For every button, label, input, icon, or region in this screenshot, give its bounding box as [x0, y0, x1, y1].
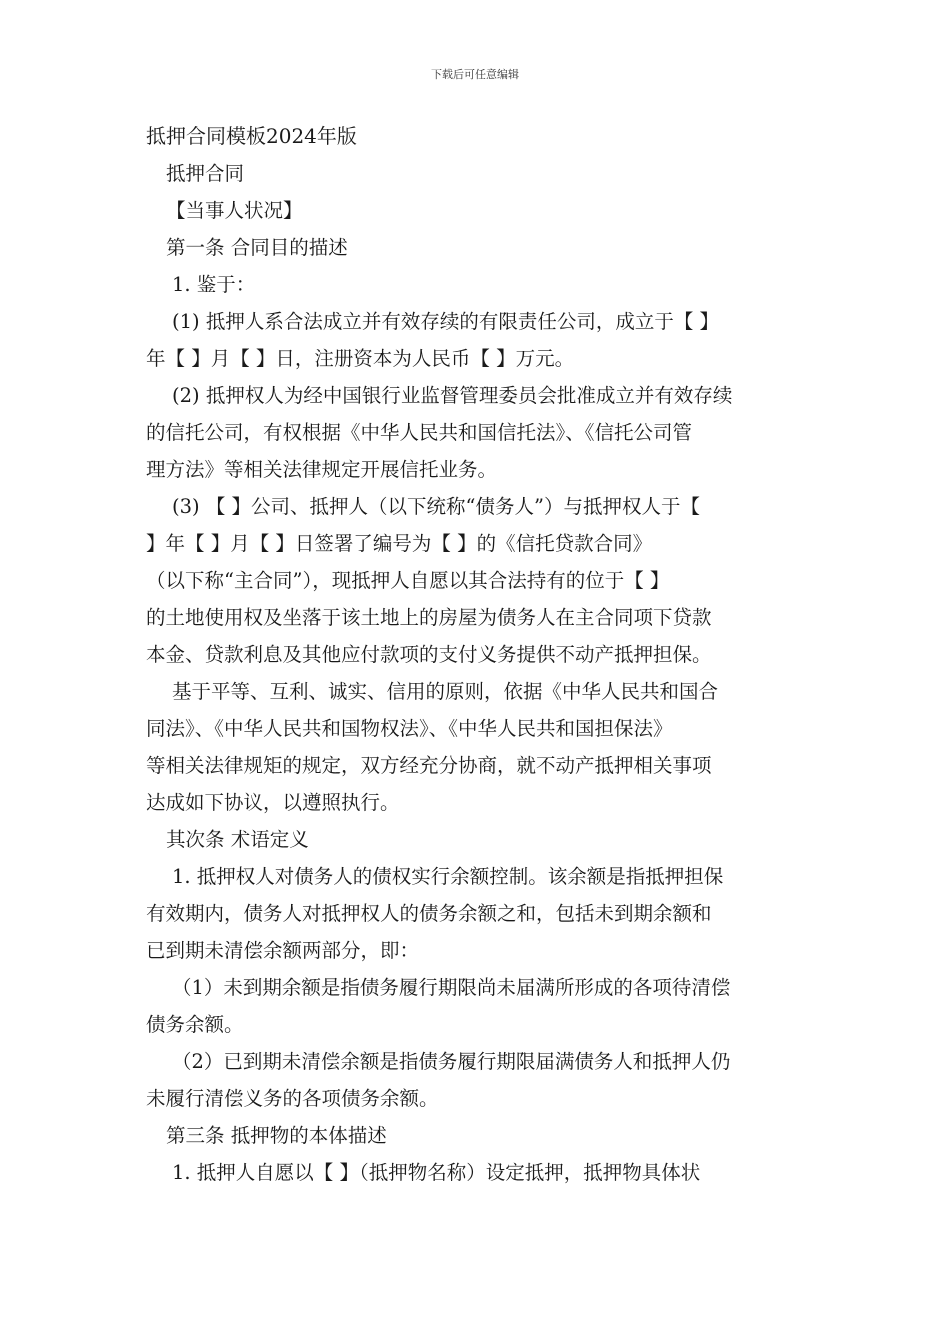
document-line: 的土地使用权及坐落于该土地上的房屋为债务人在主合同项下贷款 [146, 606, 712, 629]
document-line: 基于平等、互利、诚实、信用的原则，依据《中华人民共和国合 [172, 680, 719, 703]
document-line: 债务余额。 [146, 1013, 244, 1036]
document-line: 达成如下协议，以遵照执行。 [146, 791, 400, 814]
page-header-note: 下载后可任意编辑 [431, 68, 519, 81]
document-title: 抵押合同模板2024年版 [146, 124, 357, 148]
document-line: 年【 】月【 】日，注册资本为人民币【 】万元。 [146, 347, 575, 370]
document-line: 1. 抵押权人对债务人的债权实行余额控制。该余额是指抵押担保 [172, 865, 724, 888]
document-line: 1. 抵押人自愿以【 】（抵押物名称）设定抵押，抵押物具体状 [172, 1161, 701, 1184]
document-line: （1）未到期余额是指债务履行期限尚未届满所形成的各项待清偿 [172, 976, 731, 999]
document-line: (3) 【 】公司、抵押人（以下统称“债务人”）与抵押权人于【 [172, 495, 700, 518]
document-line: 1. 鉴于： [172, 273, 256, 296]
document-line: 的信托公司，有权根据《中华人民共和国信托法》、《信托公司管 [146, 421, 693, 444]
document-line: 有效期内，债务人对抵押权人的债务余额之和，包括未到期余额和 [146, 902, 712, 925]
document-line: 本金、贷款利息及其他应付款项的支付义务提供不动产抵押担保。 [146, 643, 712, 666]
document-line: （2）已到期未清偿余额是指债务履行期限届满债务人和抵押人仍 [172, 1050, 731, 1073]
document-line: (2) 抵押权人为经中国银行业监督管理委员会批准成立并有效存续 [172, 384, 733, 407]
document-line: (1) 抵押人系合法成立并有效存续的有限责任公司，成立于【 】 [172, 310, 720, 333]
document-line: 第三条 抵押物的本体描述 [166, 1124, 387, 1147]
document-line: （以下称“主合同”），现抵押人自愿以其合法持有的位于【 】 [146, 569, 670, 592]
document-body [146, 118, 806, 1191]
document-line: 已到期未清偿余额两部分，即： [146, 939, 420, 962]
document-line: 第一条 合同目的描述 [166, 236, 348, 259]
document-line: 】年【 】月【 】日签署了编号为【 】的《信托贷款合同》 [146, 532, 653, 555]
document-line: 【当事人状况】 [166, 199, 303, 222]
document-line: 其次条 术语定义 [166, 828, 309, 851]
document-line: 等相关法律规矩的规定，双方经充分协商，就不动产抵押相关事项 [146, 754, 712, 777]
document-line: 同法》、《中华人民共和国物权法》、《中华人民共和国担保法》 [146, 717, 673, 740]
document-line: 理方法》等相关法律规定开展信托业务。 [146, 458, 498, 481]
document-line: 抵押合同 [166, 162, 245, 185]
document-line: 未履行清偿义务的各项债务余额。 [146, 1087, 439, 1110]
